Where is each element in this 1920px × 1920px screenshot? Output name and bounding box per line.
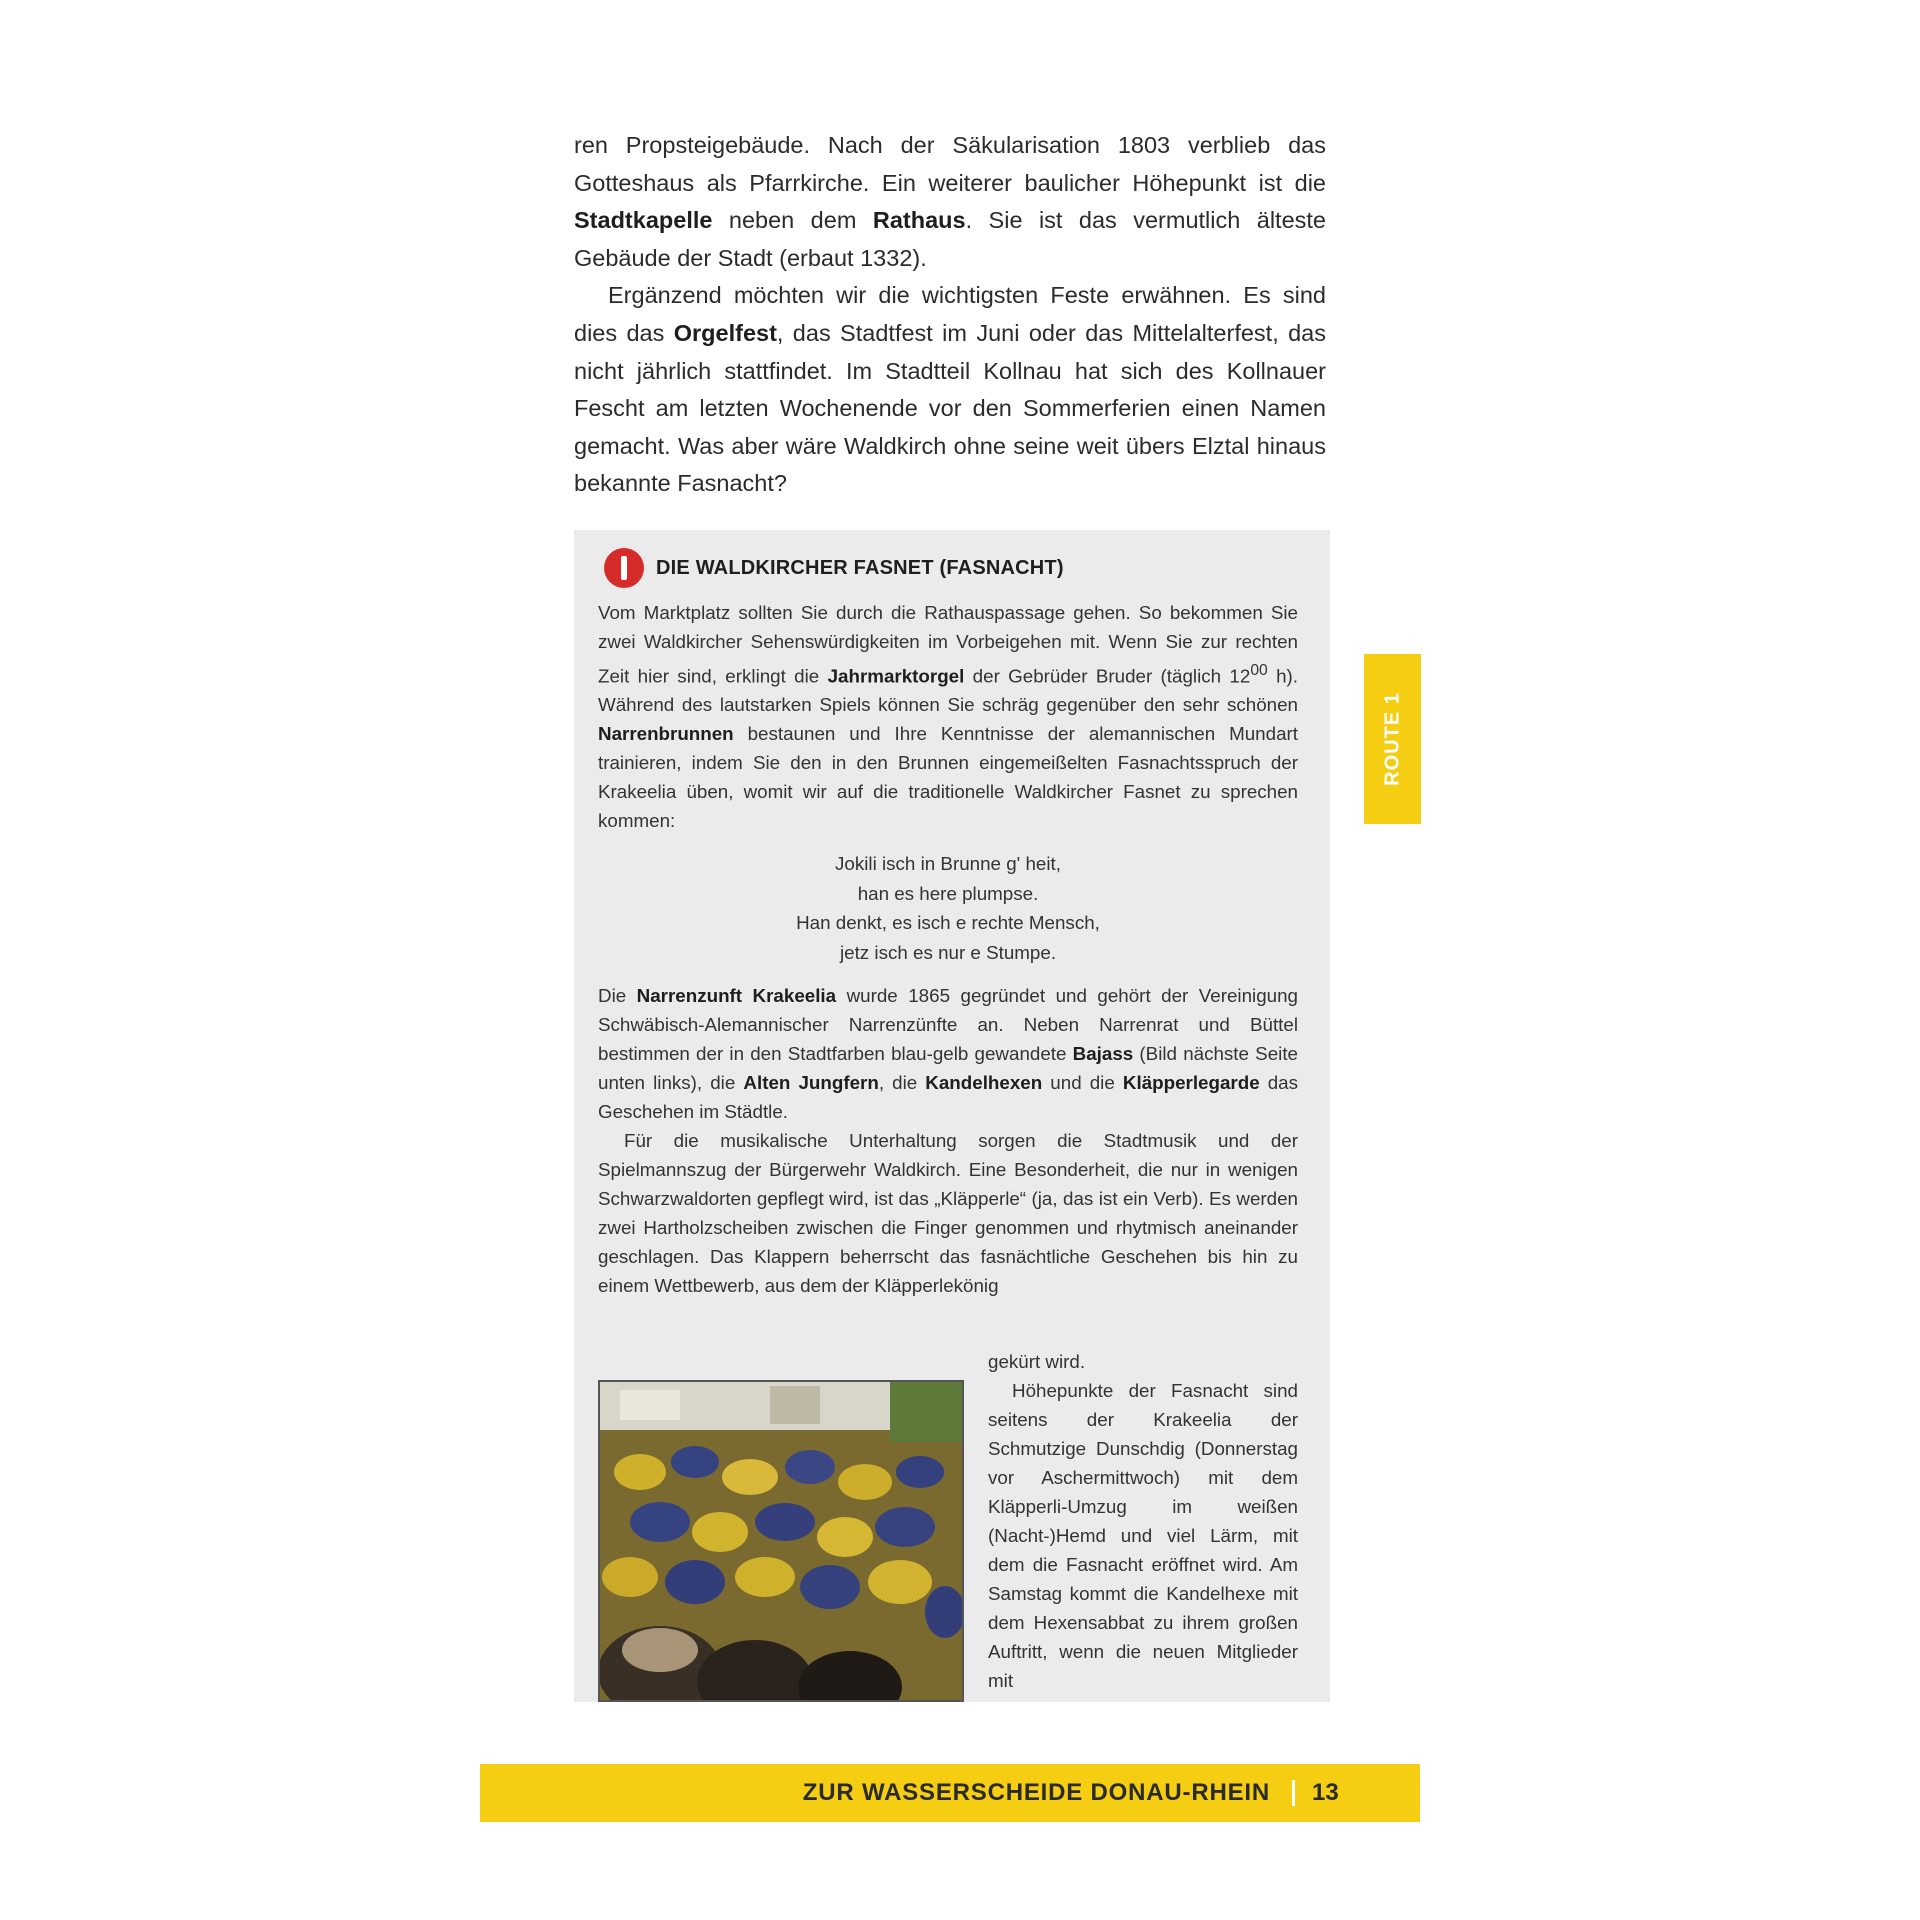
info-box-body [598, 598, 1298, 1300]
text-run: gekürt wird. [988, 1351, 1086, 1372]
bold-term: Alten Jungfern [743, 1072, 879, 1094]
exclamation-icon [604, 548, 644, 588]
bold-term: Stadtkapelle [574, 207, 713, 234]
carnival-photo [598, 1380, 964, 1702]
text-run: , die [878, 1072, 926, 1094]
route-tab [1364, 654, 1421, 824]
bold-term: Jahrmarktorgel [827, 665, 965, 687]
text-run: h). Während des lautstarken Spiels können Sie schräg gegenüber den sehr schönen [598, 665, 1299, 716]
text-run: . Sie ist das vermutlich älteste Gebäude der Stadt (erbaut 1332). [574, 207, 1326, 271]
text-run: bestaunen und Ihre Kenntnisse der alemannischen Mundart trainieren, indem Sie den in den Brunnen eingemeißelten Fasnachtsspruch der Krakeelia üben, womit wir auf die traditionelle Waldkircher Fasnet zu sprechen kommen: [598, 723, 1298, 832]
info-paragraph-1 [598, 598, 1298, 835]
chapter-title: ZUR WASSERSCHEIDE DONAU-RHEIN [802, 1779, 1270, 1806]
info-paragraph-4 [988, 1376, 1298, 1695]
text-run: Höhepunkte der Fasnacht sind seitens der Krakeelia der Schmutzige Dunschdig (Donnerstag vor Aschermittwoch) mit dem Kläpperli-Umzug im weißen (Nacht-)Hemd und viel Lärm, mit dem die Fasnacht eröffnet wird. Am Samstag kommt die Kandelhexe mit dem Hexensabbat zu ihrem großen Auftritt, wenn die neuen Mitglieder mit [988, 1380, 1298, 1691]
bold-term: Kläpperlegarde [1122, 1072, 1260, 1094]
bold-term: Bajass [1072, 1043, 1134, 1065]
intro-paragraph-1 [574, 127, 1326, 277]
text-run: das Geschehen im Städtle. [598, 1072, 1299, 1123]
text-run: Für die musikalische Unterhaltung sorgen die Stadtmusik und der Spielmannszug der Bürgerwehr Waldkirch. Eine Besonderheit, die nur in wenigen Schwarzwaldorten gepflegt wird, ist das „Kläpperle“ (ja, das ist ein Verb). Es werden zwei Hartholzscheiben zwischen die Finger genommen und rhytmisch aneinander geschlagen. Das Klappern beherrscht das fasnächtliche Geschehen bis hin zu einem Wettbewerb, aus dem der Kläpperlekönig [598, 1130, 1298, 1297]
info-paragraph-2 [598, 981, 1298, 1126]
text-run: , das Stadtfest im Juni oder das Mittelalterfest, das nicht jährlich stattfindet. Im Stadtteil Kollnau hat sich des Kollnauer Fescht am letzten Wochenende vor den Sommerferien einen Namen gemacht. Was aber wäre Waldkirch ohne seine weit übers Elztal hinaus bekannte Fasnacht? [574, 319, 1326, 497]
text-run: Die [598, 985, 637, 1007]
text-run: Ergänzend möchten wir die wichtigsten Feste erwähnen. Es sind dies das [574, 282, 1326, 346]
info-box-bottom [598, 1347, 1298, 1691]
bold-term: Narrenbrunnen [598, 723, 734, 745]
bold-term: Orgelfest [673, 319, 777, 346]
intro-paragraph-2 [574, 277, 1326, 503]
info-paragraph-3-end [988, 1347, 1298, 1376]
footer-bar [480, 1764, 1420, 1822]
info-box-tail [988, 1347, 1298, 1695]
bold-term: Rathaus [872, 207, 966, 234]
poem [598, 849, 1298, 967]
text-run: der Gebrüder Bruder (täglich 12 [964, 665, 1251, 687]
bold-term: Kandelhexen [925, 1072, 1043, 1094]
info-box-title: DIE WALDKIRCHER FASNET (FASNACHT) [656, 556, 1064, 579]
info-box [574, 530, 1330, 1702]
footer-separator [1292, 1780, 1295, 1806]
text-run: ren Propsteigebäude. Nach der Säkularisation 1803 verblieb das Gotteshaus als Pfarrkirche. Ein weiterer baulicher Höhepunkt ist die [574, 132, 1326, 196]
main-text [574, 127, 1326, 503]
bold-term: Narrenzunft Krakeelia [636, 985, 837, 1007]
text-run: neben dem [712, 207, 873, 234]
text-run: (Bild nächste Seite unten links), die [598, 1043, 1298, 1094]
info-paragraph-3 [598, 1126, 1298, 1300]
page-number: 13 [1312, 1779, 1339, 1806]
poem-line: jetz isch es nur e Stumpe. [839, 941, 1057, 963]
superscript: 00 [1250, 662, 1268, 679]
text-run: wurde 1865 gegründet und gehört der Vereinigung Schwäbisch-Alemannischer Narrenzünfte an. Neben Narrenrat und Büttel bestimmen der in den Stadtfarben blau-gelb gewandete [598, 985, 1298, 1065]
poem-line: han es here plumpse. [857, 882, 1039, 904]
text-run: Vom Marktplatz sollten Sie durch die Rathauspassage gehen. So bekommen Sie zwei Waldkircher Sehenswürdigkeiten im Vorbeigehen mit. Wenn Sie zur rechten Zeit hier sind, erklingt die [598, 602, 1298, 687]
info-box-header [604, 548, 1064, 588]
route-label: ROUTE 1 [1381, 692, 1403, 786]
poem-line: Han denkt, es isch e rechte Mensch, [796, 912, 1100, 934]
text-run: und die [1042, 1072, 1123, 1094]
poem-line: Jokili isch in Brunne g' heit, [835, 853, 1061, 875]
